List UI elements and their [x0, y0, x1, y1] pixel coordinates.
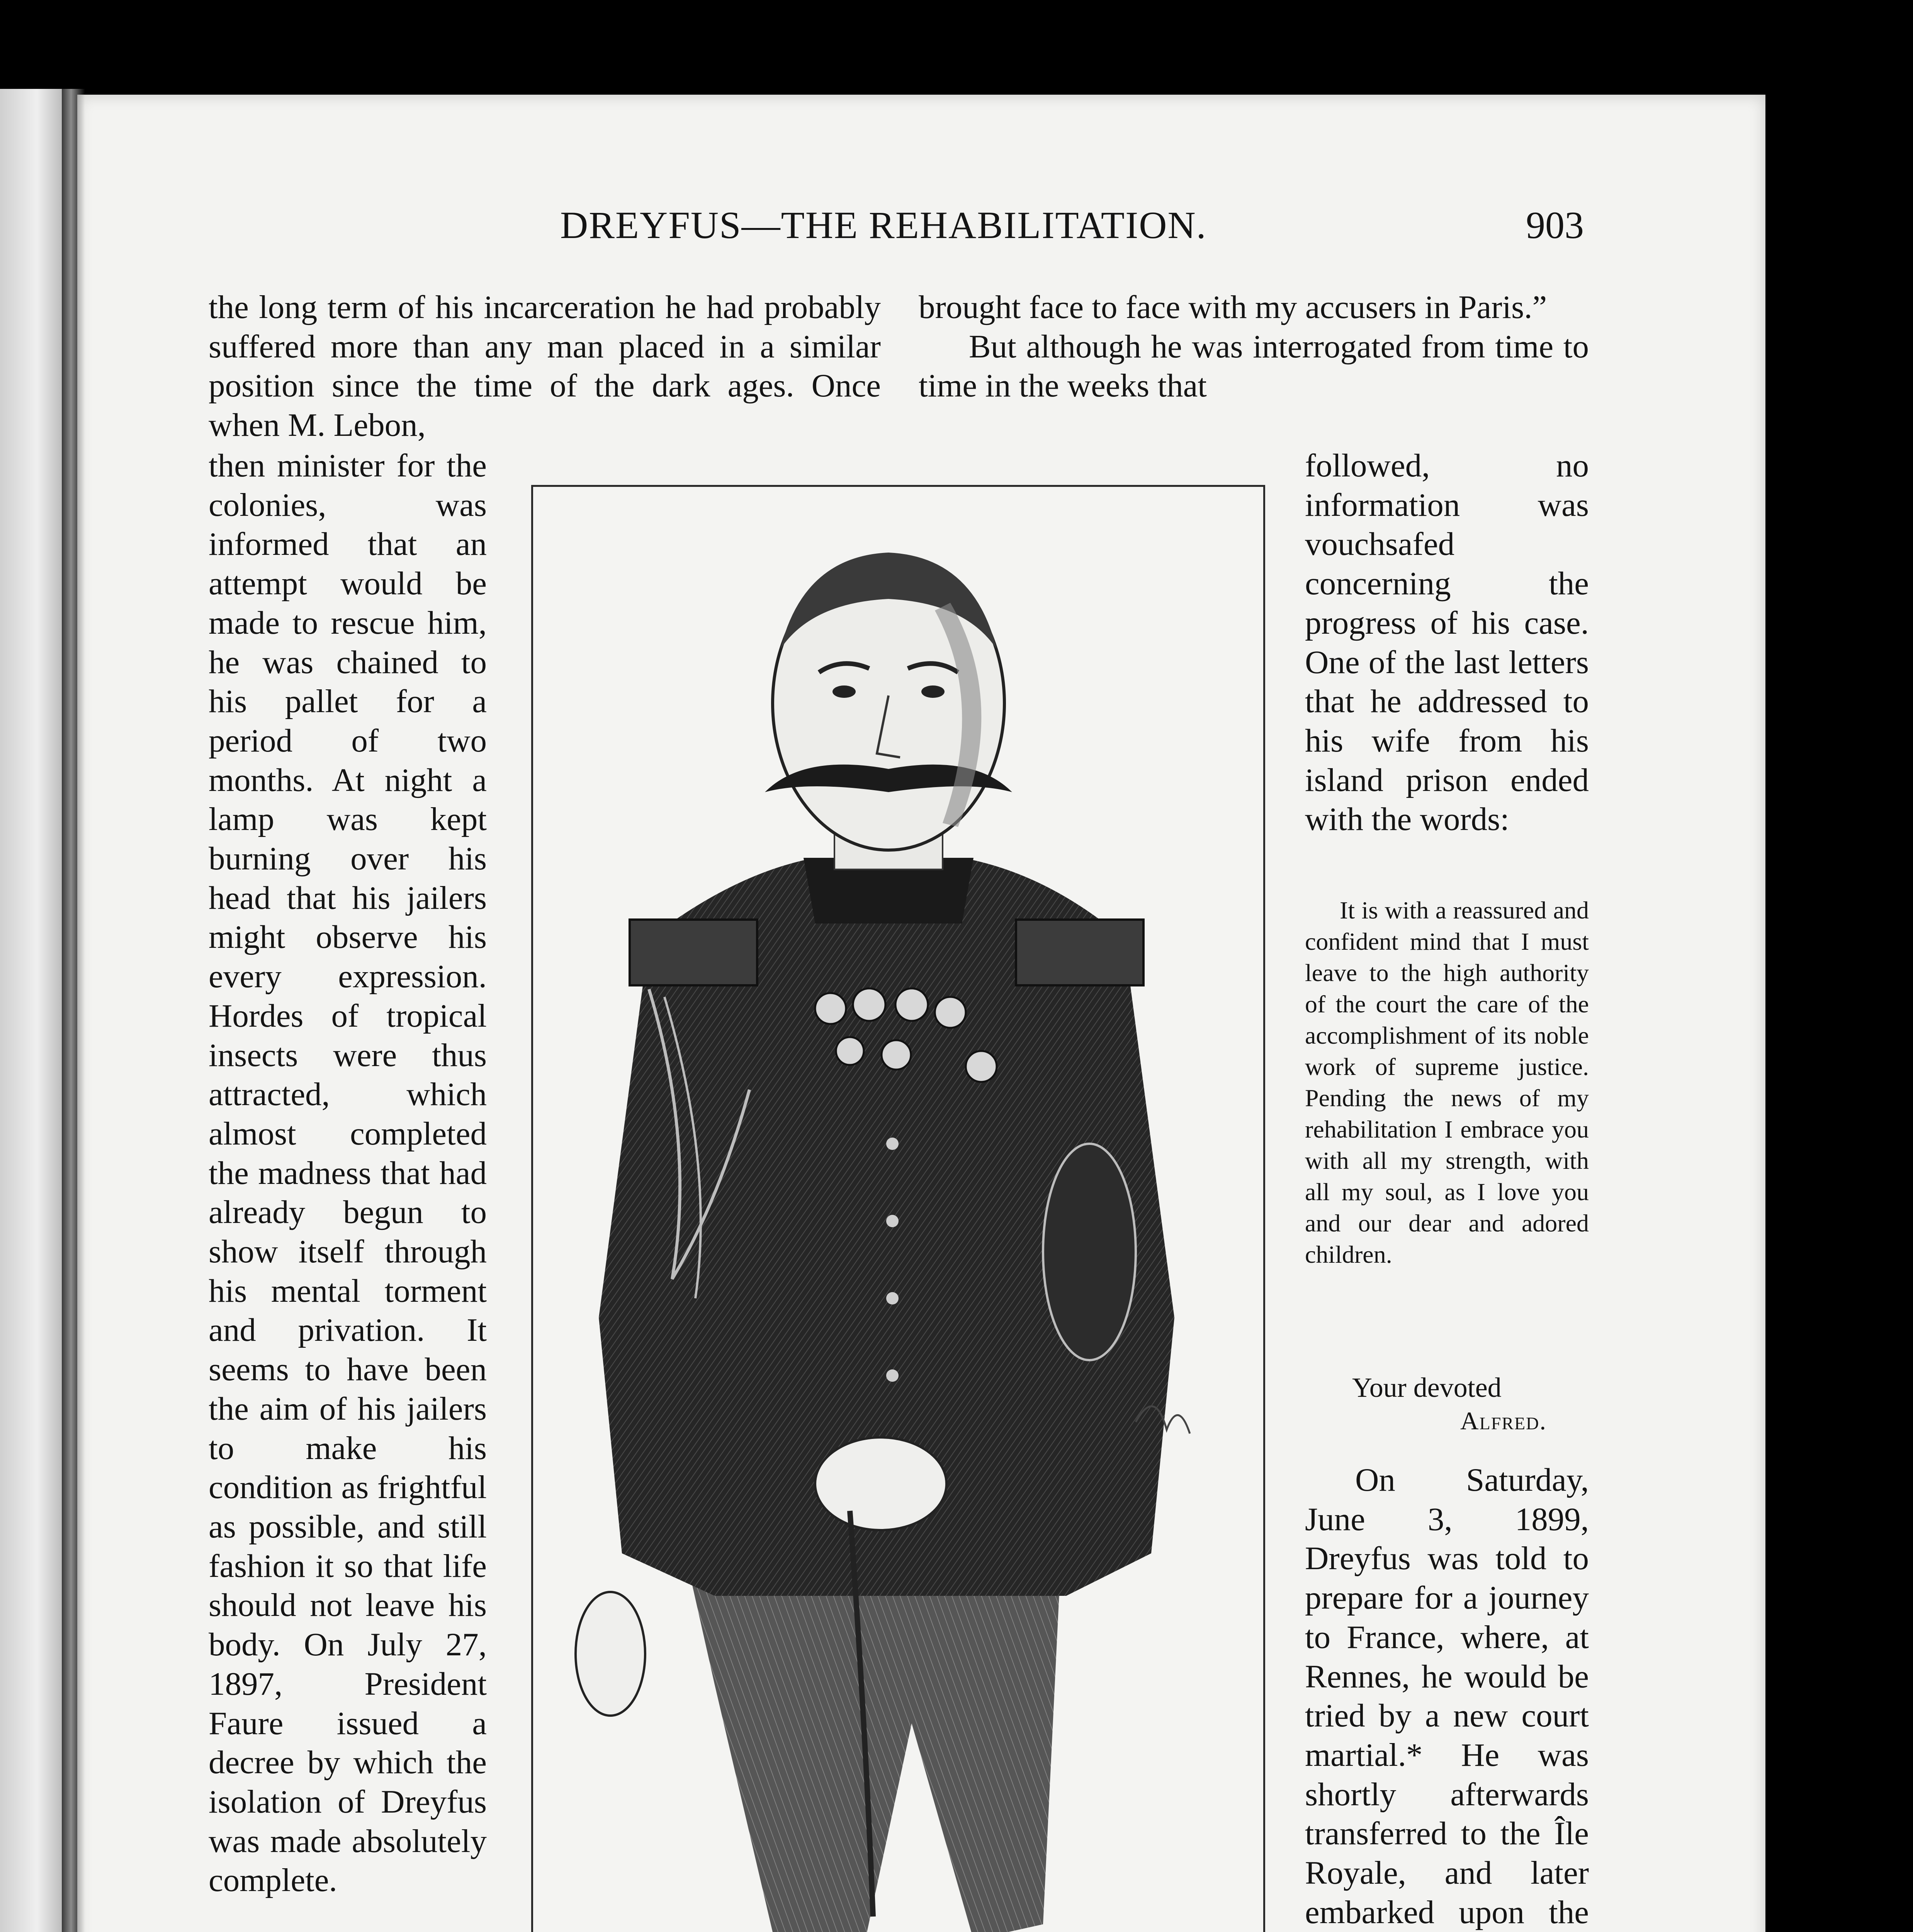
facing-page-edge — [0, 89, 62, 1932]
gutter-shadow — [62, 89, 85, 1932]
body-text-right-top — [919, 288, 1589, 406]
right-hand — [815, 1437, 946, 1530]
body-text-left-narrow: then minister for the colonies, was informed that an attempt would be made to rescue him, he was chained to his pallet for a period of two months. At night a lamp was kept burning over his head that his jailers might observe his every expression. Hordes of tropical insects were thus attracted, which almost completed the madness that had already begun to show itself through his mental torment and privation. It seems to have been the aim of his jailers to make his condition as frightful as possible, and still fashion it so that life should not leave his body. On July 27, 1897, President Faure issued a decree by which the isolation of Dreyfus was made absolutely complete. — [209, 447, 487, 1899]
letter-signature: Alfred. — [1460, 1407, 1547, 1435]
page-number: 903 — [1526, 204, 1584, 247]
right-epaulette — [1016, 920, 1143, 985]
body-text-left-top: the long term of his incarceration he had probably suffered more than any man placed in a similar position since the time of the dark ages. Once when M. Lebon, — [209, 289, 881, 444]
portrait-illustration — [531, 485, 1265, 1932]
left-epaulette — [630, 920, 757, 985]
kepi-cap — [1043, 1144, 1136, 1360]
letter-closing: Your devoted — [1352, 1372, 1502, 1403]
letter-text: It is with a reassured and confident mind that I must leave to the high authority of the court the care of the accomplishment of its noble work of supreme justice. Pending the news of my rehabilitation I embrace you with all my strength, with all my soul, as I love you and our dear and adored children. — [1305, 896, 1589, 1268]
body-text-right-narrow-2 — [1305, 1461, 1589, 1932]
right-narrow2-text: On Saturday, June 3, 1899, Dreyfus was told to prepare for a journey to France, where, at Rennes, he would be tried by a new court martial.* He was shortly afterwards transferred to the Île Royale, and later embarked upon the — [1305, 1462, 1589, 1930]
right-top-text-b: But although he was interrogated from time to time in the weeks that — [919, 328, 1589, 404]
portrait-drawing — [533, 487, 1263, 1932]
letter-quote — [1305, 895, 1589, 1270]
left-hand — [576, 1592, 645, 1716]
body-text-right-narrow: followed, no information was vouchsafed concerning the progress of his case. One of the last letters that he addressed to his wife from his island prison ended with the words: — [1305, 447, 1589, 838]
right-top-text-a: brought face to face with my accusers in Paris.” — [919, 289, 1547, 325]
running-head: DREYFUS—THE REHABILITATION. — [560, 204, 1207, 247]
